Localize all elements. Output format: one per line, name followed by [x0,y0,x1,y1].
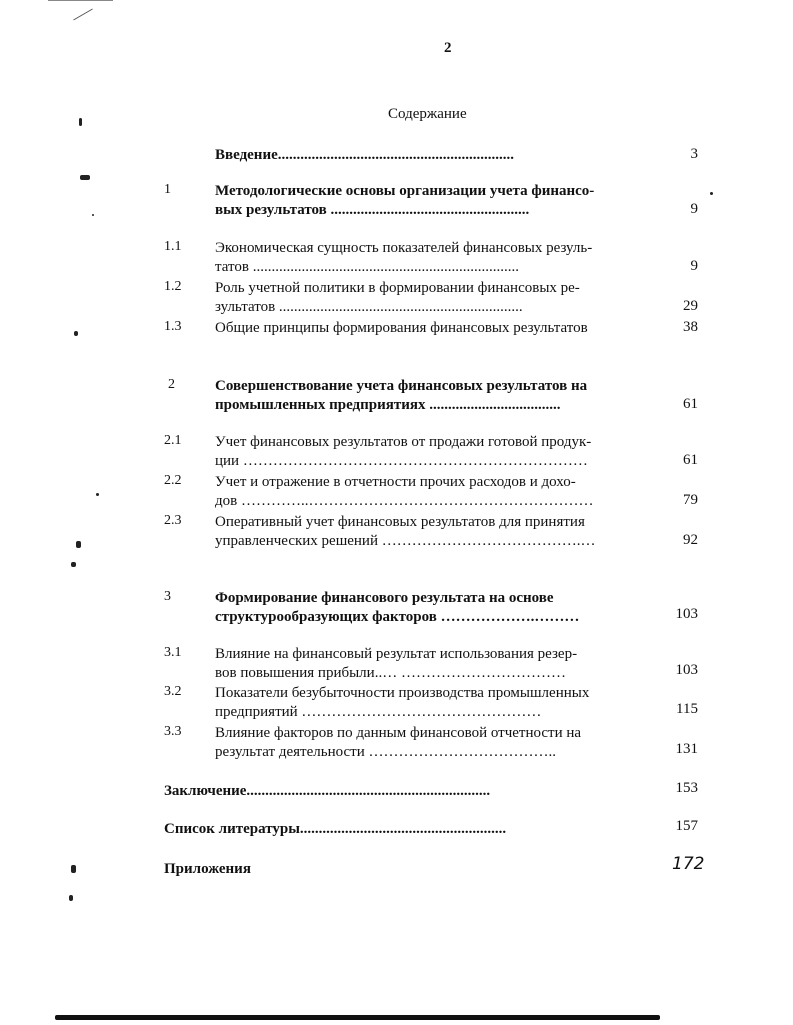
toc-entry-title-line: Влияние на финансовый результат использования резер- [215,646,578,662]
toc-entry-number: 2.1 [164,433,182,448]
toc-entry-number: 2 [168,377,175,392]
toc-entry-title-line: Формирование финансового результата на основе [215,590,554,606]
scan-speck [710,192,713,195]
scan-corner-mark [73,9,93,21]
toc-entry-title-line: промышленных предприятиях ................................... [215,397,561,413]
toc-entry-title-line: управленческих решений ………………………………….… [215,533,596,549]
toc-entry-number: 1.3 [164,319,182,334]
page-number: 2 [444,40,452,56]
scan-speck [74,331,78,336]
toc-appendices-title: Приложения [164,861,251,877]
scan-speck [69,895,73,901]
toc-entry-title-line: Роль учетной политики в формировании финансовых ре- [215,280,580,296]
toc-entry-title-line: Показатели безубыточности производства промышленных [215,685,590,701]
toc-entry-title-line: вых результатов ..................................................... [215,202,530,218]
toc-entry-page: 29 [683,298,698,314]
toc-entry-intro-title: Введение............................................................... [215,147,515,163]
scan-speck [71,865,76,873]
toc-entry-number: 3 [164,589,171,604]
toc-references-page: 157 [675,818,698,834]
toc-entry-page: 103 [675,606,698,622]
toc-entry-title-line: предприятий ………………………………………… [215,704,542,720]
toc-entry-title-line: Оперативный учет финансовых результатов для принятия [215,514,585,530]
toc-entry-title-line: Учет финансовых результатов от продажи готовой продук- [215,434,592,450]
toc-entry-title-line: Экономическая сущность показателей финансовых резуль- [215,240,593,256]
toc-entry-title-line: ции …………………………………………………………… [215,453,588,469]
scan-speck [80,175,90,180]
toc-entry-page: 115 [676,701,698,717]
toc-entry-title-line: Методологические основы организации учета финансо- [215,183,595,199]
toc-entry-number: 1 [164,182,171,197]
toc-entry-title-line: Учет и отражение в отчетности прочих расходов и дохо- [215,474,576,490]
toc-entry-page: 9 [690,258,698,274]
scan-speck [79,118,82,126]
toc-entry-page: 38 [683,319,698,335]
toc-entry-number: 3.1 [164,645,182,660]
toc-entry-title-line: вов повышения прибыли..… …………………………… [215,665,566,681]
toc-entry-title-line: Совершенствование учета финансовых результатов на [215,378,588,394]
toc-entry-number: 3.3 [164,724,182,739]
toc-entry-number: 3.2 [164,684,182,699]
toc-entry-number: 2.2 [164,473,182,488]
toc-references-title: Список литературы....................................................... [164,821,507,837]
toc-entry-number: 2.3 [164,513,182,528]
toc-title: Содержание [388,106,467,122]
toc-entry-page: 61 [683,452,698,468]
toc-conclusion-title: Заключение................................................................. [164,783,491,799]
toc-entry-title-line: результат деятельности ……………………………….. [215,744,556,760]
scan-speck [71,562,76,567]
toc-entry-title-line: Влияние факторов по данным финансовой отчетности на [215,725,582,741]
toc-entry-page: 131 [675,741,698,757]
scan-speck [76,541,81,548]
toc-entry-page: 103 [675,662,698,678]
scan-edge-line [48,0,113,1]
toc-entry-title-line: зультатов ................................................................. [215,299,523,315]
toc-entry-page: 92 [683,532,698,548]
scan-speck [96,493,99,496]
toc-entry-number: 1.1 [164,239,182,254]
scan-speck [92,214,94,216]
toc-entry-page: 9 [690,201,698,217]
toc-conclusion-page: 153 [675,780,698,796]
toc-entry-intro-page: 3 [690,146,698,162]
toc-entry-number: 1.2 [164,279,182,294]
scan-bottom-edge [55,1015,660,1020]
toc-entry-page: 79 [683,492,698,508]
toc-entry-title-line: татов ....................................................................... [215,259,519,275]
toc-entry-title-line: дов …………..………………………………………………… [215,493,594,509]
toc-appendices-page-handwritten: 172 [672,854,705,874]
toc-entry-title-line: Общие принципы формирования финансовых результатов [215,320,588,336]
toc-entry-page: 61 [683,396,698,412]
toc-entry-title-line: структурообразующих факторов ……………….……… [215,609,580,625]
